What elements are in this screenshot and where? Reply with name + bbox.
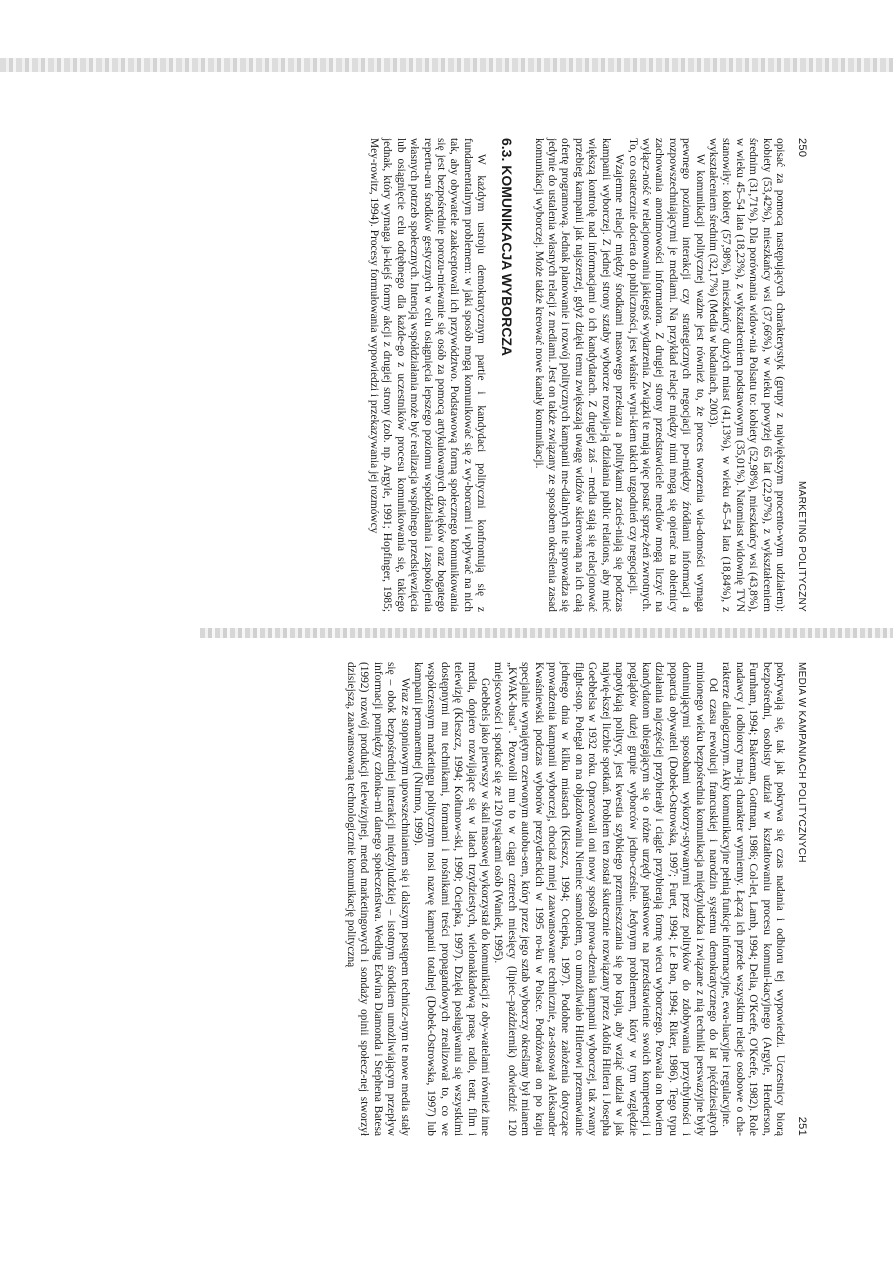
running-head-title: MEDIA W KAMPANIACH POLITYCZNYCH (796, 662, 807, 863)
paragraph: pokrywają się, tak jak pokrywa się czas nadania i odbioru tej wypowiedzi. Uczestnicy biorą bezpośredni, osobisty udział w kształtowaniu procesu komuni-kacyjnego (Argyle, Henderson, Furnham, 1994; Bakeman, Gottman, 1986; Col-let, Lamb, 1994; Delia, O'Keefe, O'Keefe, 1982). Role nadawcy i odbiorcy ma-ją charakter wymienny. Łączą ich przede wszystkim relacje osobowe o cha-rakterze dialogicznym. Akty komunikacyjne pełnią funkcje informacyjne, ewa-luacyjne i regulacyjne. (720, 662, 786, 1136)
paragraph: W komunikacji politycznej ważne jest również to, że proces tworzenia wia-domości wymaga pewnego poziomu interakcji czy strategicznych negocjacji po-między źródłami informacji a rozpowszechniającymi je mediami. Na przykład relacje między nimi mogą się opierać na obietnicy zachowania anonimowości informatora. Z drugiej strony przedstawiciele mediów mogą liczyć na wyłącz-ność w relacjonowaniu jakiegoś wydarzenia. Związki te mają więc postać sprzę-żeń zwrotnych. To, co ostatecznie dociera do publiczności, jest właśnie wyni-kiem takich uzgodnień czy negocjacji. (626, 138, 706, 612)
paragraph: Goebbels jako pierwszy w skali masowej wykorzystał do komunikacji z oby-watelami również inne media, dopiero rozwijające się w latach trzydziestych, wielonakładową prasę, radio, teatr, film i telewizję (Kleszcz, 1994; Kołtunow-ski, 1990; Ociepka, 1997). Dzięki posługiwaniu się wszystkimi dostępnymi mu technikami, formami i nośnikami treści propagandowych zrealizował to, co we współczesnym marketingu politycznym nosi nazwę kampanii totalnej (Dobek-Ostrowska, 1997) lub kampanii permanentnej (Nimmo, 1999). (412, 662, 492, 1136)
paragraph: Od czasu rewolucji francuskiej i narodzin systemu demokratycznego do lat pięćdziesiątych minionego wieku bezpośrednia komunikacja międzyludzka i związane z nią techniki perswazyjne były dominującymi sposobami wykorzy-stywanymi przez polityków do zdobywania przychylności i poparcia obywateli (Dobek-Ostrowska, 1997; Furet, 1994; Le Bon, 1994; Riker, 1986). Tego typu działania najczęściej przybierały i ciągle przybierają formę wiecu wyborczego. Pozwala on bowiem kandydatom ubiegającym się o różne urzędy państwowe na przedstawienie swoich kompetencji i poglądów dużej grupie wyborców jedno-cześnie. Jedynym problemem, który w tym względzie napotykają politycy, jest kwestia szybkiego przemieszczania się po kraju, aby wziąć udział w jak najwię-kszej liczbie spotkań. Problem ten został skutecznie rozwiązany przez Adolfa Hitlera i Josepha Goebbelsa w 1932 roku. Opracowali oni nowy sposób prowa-dzenia kampanii wyborczej, tak zwany flight-stop. Polegał on na objazdowaniu Niemiec samolotem, co umożliwiało Hitlerowi przemawianie jednego dnia w kilku miastach (Kleszcz, 1994; Ociepka, 1997). Podobne założenia dotyczące prowadzenia kampanii wyborczej, chociaż mniej zaawansowane technicznie, za-stosował Aleksander Kwaśniewski podczas wyborów prezydenckich w 1995 ro-ku w Polsce. Podróżował on po kraju specjalnie wynajętym czerwonym autobu-sem, który przez jego sztab wyborczy określany był mianem „KWAK-busa". Pozwolił mu to w ciągu czterech miesięcy (lipiec–październik) odwiedzić 120 miejscowości i spotkać się ze 120 tysiącami osób (Waniek, 1995). (492, 662, 719, 1136)
paragraph: W każdym ustroju demokratycznym partie i kandydaci polityczni konfrontują się z fundamentalnym problemem: w jaki sposób mogą komunikować się z wy-borcami i wpływać na nich tak, aby obywatele zaakceptowali ich przywództwo. Podstawową formą społecznego komunikowania się jest bezpośrednie porozu-miewanie się osób za pomocą artykułowanych dźwięków oraz bogatego repertu-aru środków gestycznych w celu osiągnięcia lepszego poziomu współdziałania i zaspokojenia własnych potrzeb społecznych. Intencją współdziałania może być realizacja wspólnego przedsięwzięcia lub osiągnięcie celu odrębnego dla każde-go z uczestników procesu komunikowania się, takiego jednak, który wymaga ja-kiejś formy akcji z drugiej strony (zob. np. Argyle, 1991; Hopfinger, 1985; Mey-rowitz, 1994). Procesy formułowania wypowiedzi i przekazywania jej rozmówcy (368, 138, 488, 612)
paragraph: Wzajemne relacje między środkami masowego przekazu a politykami zacieś-niają się podczas kampanii wyborczej. Z jednej strony sztaby wyborcze rozwija-ją działania public relations, aby mieć większą kontrolę nad informacjami o ich kandydatach. Z drugiej zaś – media stają się relacjonować przebieg kampanii jak najszerzej, gdyż dzięki temu zwiększają uwagę widzów skierowaną na ich całą ofertę programową. Jednak planowanie i rozwój politycznych kampanii me-dialnych nie sprowadza się jedynie do ustalenia własnych relacji z mediami. Jest on także związany ze sposobem określenia zasad komunikacji wyborczej. Może także kreować nowe kanały komunikacji. (532, 138, 626, 612)
page-number: 250 (796, 138, 808, 158)
body-text (367, 138, 786, 612)
section-heading: 6.3. KOMUNIKACJA WYBORCZA (499, 138, 516, 357)
paragraph: Wraz ze stopniowym upowszechnianiem się i dalszym postępem technicz-nym te nowe media stały się – obok bezpośredniej interakcji międzyludzkiej – istotnym środkiem umożliwiającym przepływ informacji pomiędzy członka-mi danego społeczeństwa. Według Edwina Diamonda i Stephena Batesa (1992) rozwój produkcji telewizyjnej, metod marketingowych i sondaży opinii społecz-nej stworzył dzisiejszą, zaawansowaną technologicznie komunikację polityczną (345, 662, 411, 1136)
scan-edge-artifact (0, 58, 893, 72)
running-header (796, 662, 808, 1136)
left-page (228, 138, 808, 612)
body-text (344, 662, 786, 1136)
scan-gutter-artifact (200, 628, 893, 638)
paragraph: opisać za pomocą następujących charakterystyk (grupy z największym procento-wym udziałem): kobiety (53,42%), mieszkańcy wsi (37,66%), w wieku powyżej 65 lat (22,97%), z wykształceniem średnim (31,71%). Dla porównania widow-nia Polsatu to: kobiety (52,98%), mieszkańcy wsi (43,8%), w wieku 45–54 lata (18,23%), z wykształceniem podstawowym (35,01%). Natomiast widownię TVN stanowiły: kobiety (57,98%), mieszkańcy dużych miast (41,13%), w wieku 45–54 lata (18,84%), z wykształceniem średnim (32,17%) (Media w badaniach, 2003). (706, 138, 786, 612)
running-header (796, 138, 808, 612)
right-page (228, 662, 808, 1136)
page-number: 251 (796, 1116, 808, 1136)
running-head-title: MARKETING POLITYCZNY (796, 480, 807, 612)
